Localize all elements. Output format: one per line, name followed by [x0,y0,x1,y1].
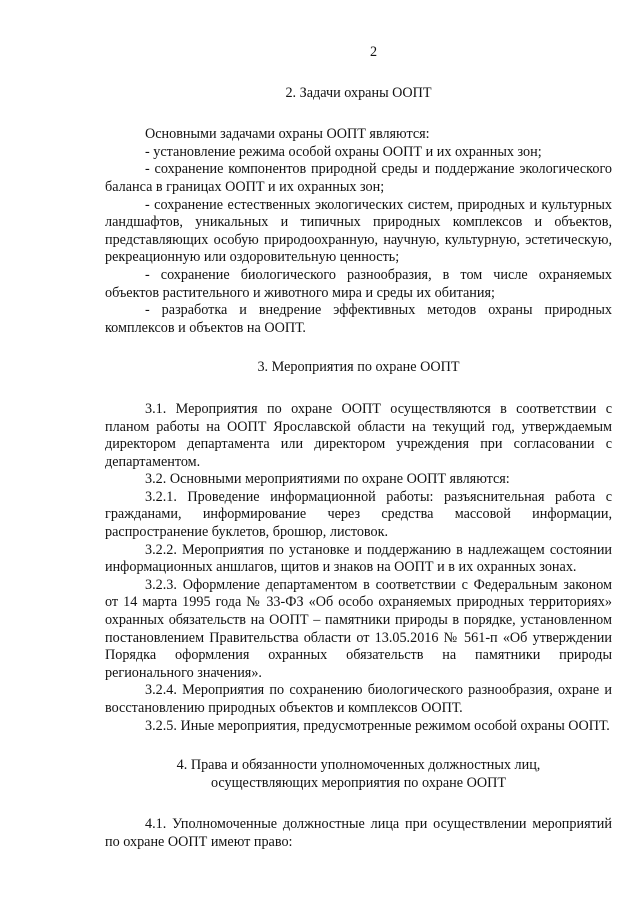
list-item: - установление режима особой охраны ООПТ и их охранных зон; [145,143,542,160]
list-item: - разработка и внедрение эффективных методов охраны природных комплексов и объектов на ООПТ. [105,302,612,336]
section-2 [105,85,612,338]
paragraph: 3.2.4. Мероприятия по сохранению биологического разнообразия, охране и восстановлению природных объектов и комплексов ООПТ. [105,682,612,716]
section-heading: 3. Мероприятия по охране ООПТ [257,359,460,376]
paragraph: 3.2. Основными мероприятиями по охране ООПТ являются: [145,471,510,488]
paragraph: 4.1. Уполномоченные должностные лица при осуществлении мероприятий по охране ООПТ имеют право: [105,816,612,850]
section-heading-line-1: 4. Права и обязанности уполномоченных должностных лиц, [176,757,541,774]
paragraph: 3.2.5. Иные мероприятия, предусмотренные режимом особой охраны ООПТ. [145,717,610,734]
section-heading: 2. Задачи охраны ООПТ [285,84,432,101]
section-heading-line-2: осуществляющих мероприятия по охране ООПТ [210,774,507,791]
list-item: - сохранение биологического разнообразия, в том числе охраняемых объектов растительного и животного мира и среды их обитания; [105,266,612,301]
paragraph: 3.1. Мероприятия по охране ООПТ осуществляются в соответствии с планом работы на ООПТ Ярославской области на текущий год, утверждаемым директором департамента или директором учреждения при согласовании с департаментом. [105,400,612,470]
paragraph: 3.2.1. Проведение информационной работы: разъяснительная работа с гражданами, информирование через средства массовой информации, распространение буклетов, брошюр, листовок. [105,488,612,541]
section-4 [105,757,612,851]
paragraph: 3.2.2. Мероприятия по установке и поддержанию в надлежащем состоянии информационных аншлагов, щитов и знаков на ООПТ и в их охранных зонах. [105,541,612,576]
paragraph: 3.2.3. Оформление департаментом в соответствии с Федеральным законом от 14 марта 1995 года № 33-ФЗ «Об особо охраняемых природных территориях» охранных обязательств на ООПТ – памятники природы в порядке, установленном постановлением Правительства области от 13.05.2016 № 561-п «Об утверждении Порядка оформления охранных обязательств на памятники природы регионального значения». [105,576,612,681]
page-number: 2 [369,44,378,60]
document-body [105,44,612,852]
paragraph: Основными задачами охраны ООПТ являются: [145,126,430,143]
section-3 [105,359,612,735]
list-item: - сохранение естественных экологических систем, природных и культурных ландшафтов, уникальных и типичных природных комплексов и объектов, представляющих особую природоохранную, научную, культурную, эстетическую, рекреационную или оздоровительную ценность; [105,196,612,266]
list-item: - сохранение компонентов природной среды и поддержание экологического баланса в границах ООПТ и их охранных зон; [105,161,612,195]
